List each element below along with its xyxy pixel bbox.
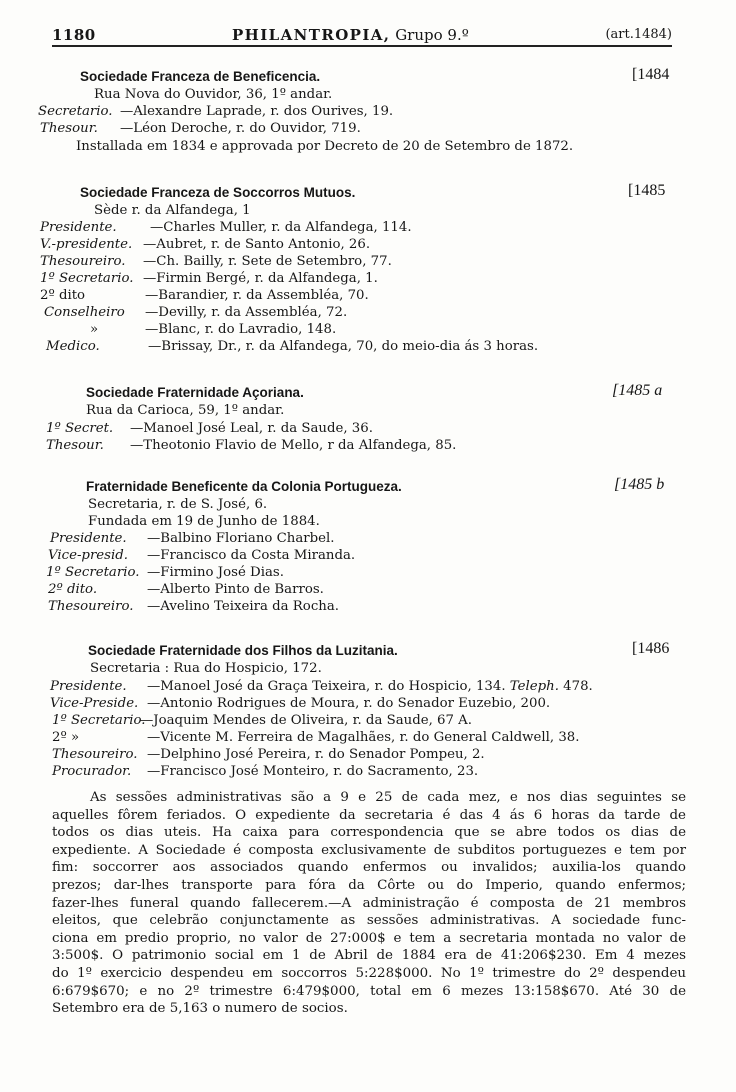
- member-entry: —Balbino Floriano Charbel.: [147, 531, 335, 546]
- member-role: Secretario.: [38, 104, 113, 119]
- paragraph-line: aquelles fôrem feriados. O expediente da secretaria é das 4 ás 6 horas da tarde de: [52, 807, 686, 823]
- section-title: Sociedade Franceza de Soccorros Mutuos.: [80, 185, 356, 200]
- page-number: 1180: [52, 26, 96, 44]
- section-ref: [1485: [628, 182, 666, 199]
- member-role: Conselheiro: [44, 305, 125, 320]
- paragraph-line: 3:500$. O patrimonio social em 1 de Abril de 1884 era de 41:206$230. Em 4 mezes: [52, 948, 686, 964]
- member-entry-text: —Manoel José da Graça Teixeira, r. do Hospicio, 134.: [147, 679, 506, 694]
- member-role: V.-presidente.: [40, 237, 133, 252]
- member-entry: —Devilly, r. da Assembléa, 72.: [145, 305, 348, 320]
- member-entry: —Delphino José Pereira, r. do Senador Pompeu, 2.: [147, 747, 485, 762]
- section-ref: [1485 b: [614, 476, 665, 493]
- member-entry: —Firmin Bergé, r. da Alfandega, 1.: [143, 271, 378, 286]
- paragraph-line: Setembro era de 5,163 o numero de socios.: [52, 1001, 348, 1017]
- description-paragraph: [52, 789, 686, 1018]
- member-entry: —Manoel José Leal, r. da Saude, 36.: [130, 421, 373, 436]
- member-entry: —Avelino Teixeira da Rocha.: [147, 599, 339, 614]
- paragraph-line: do 1º exercicio despendeu em soccorros 5:228$000. No 1º trimestre do 2º despendeu: [52, 965, 686, 981]
- member-role: 2º dito.: [48, 582, 98, 597]
- paragraph-line: expediente. A Sociedade é composta exclusivamente de subditos portuguezes e tem por: [52, 842, 686, 858]
- member-role: Vice-presid.: [48, 548, 128, 563]
- member-entry: —Theotonio Flavio de Mello, r da Alfandega, 85.: [130, 438, 457, 453]
- section-note: Installada em 1834 e approvada por Decreto de 20 de Setembro de 1872.: [76, 139, 574, 154]
- member-entry: —Vicente M. Ferreira de Magalhães, r. do General Caldwell, 38.: [147, 730, 580, 745]
- member-role: Procurador.: [52, 764, 132, 779]
- member-entry: —Barandier, r. da Assembléa, 70.: [145, 288, 369, 303]
- member-entry: —Firmino José Dias.: [147, 565, 284, 580]
- running-title-group: Grupo 9.º: [395, 26, 469, 44]
- section-ref: [1485 a: [612, 382, 663, 399]
- section-address: Sède r. da Alfandega, 1: [94, 203, 251, 218]
- member-role: Thesour.: [40, 121, 98, 136]
- paragraph-line: todos os dias uteis. Ha caixa para correspondencia que se abre todos os dias de: [52, 825, 686, 841]
- member-entry: —Charles Muller, r. da Alfandega, 114.: [150, 220, 412, 235]
- paragraph-line: fazer-lhes funeral quando fallecerem.—A administração é composta de 21 membros: [52, 895, 686, 911]
- member-role: 1º Secretario.: [52, 713, 146, 728]
- member-role: 1º Secret.: [46, 421, 114, 436]
- section-address: Rua da Carioca, 59, 1º andar.: [86, 403, 285, 418]
- header-rule: [52, 45, 672, 47]
- section-address: Secretaria, r. de S. José, 6.: [88, 497, 268, 512]
- member-entry: [147, 678, 593, 695]
- member-role: Thesoureiro.: [48, 599, 134, 614]
- member-entry: —Ch. Bailly, r. Sete de Setembro, 77.: [143, 254, 392, 269]
- member-role: »: [90, 322, 99, 337]
- member-role: 2º dito: [40, 288, 86, 303]
- member-role: Presidente.: [50, 679, 127, 694]
- member-role: Medico.: [46, 339, 100, 354]
- page-header: [52, 26, 672, 48]
- member-entry: —Francisco da Costa Miranda.: [147, 548, 356, 563]
- section-founded: Fundada em 19 de Junho de 1884.: [88, 514, 320, 529]
- member-entry: —Blanc, r. do Lavradio, 148.: [145, 322, 337, 337]
- section-address: Secretaria : Rua do Hospicio, 172.: [90, 661, 322, 676]
- member-entry: —Alberto Pinto de Barros.: [147, 582, 324, 597]
- telephone-number: 478.: [563, 679, 593, 694]
- section-address: Rua Nova do Ouvidor, 36, 1º andar.: [94, 87, 333, 102]
- paragraph-line: 6:679$670; e no 2º trimestre 6:479$000, total em 6 mezes 13:158$670. Até 30 de: [52, 983, 686, 999]
- paragraph-line: eleitos, que celebrão conjunctamente as sessões administrativas. A sociedade func-: [52, 913, 686, 929]
- member-role: 1º Secretario.: [40, 271, 134, 286]
- member-entry: —Francisco José Monteiro, r. do Sacramento, 23.: [147, 764, 479, 779]
- member-role: 2º »: [52, 730, 80, 745]
- member-role: 1º Secretario.: [46, 565, 140, 580]
- paragraph-line: fim: soccorrer aos associados quando enfermos ou invalidos; auxilia-los quando: [52, 860, 686, 876]
- member-entry: —Alexandre Laprade, r. dos Ourives, 19.: [120, 104, 394, 119]
- member-entry: —Brissay, Dr., r. da Alfandega, 70, do meio-dia ás 3 horas.: [148, 339, 539, 354]
- member-role: Thesoureiro.: [40, 254, 126, 269]
- member-entry: —Antonio Rodrigues de Moura, r. do Senador Euzebio, 200.: [147, 696, 551, 711]
- section-ref: [1484: [632, 66, 670, 83]
- section-title: Sociedade Franceza de Beneficencia.: [80, 69, 321, 84]
- paragraph-line: ciona em predio proprio, no valor de 27:000$ e tem a secretaria montada no valor de: [52, 930, 686, 946]
- member-role: Presidente.: [50, 531, 127, 546]
- paragraph-line: As sessões administrativas são a 9 e 25 de cada mez, e nos dias seguintes se: [90, 790, 686, 805]
- member-role: Thesoureiro.: [52, 747, 138, 762]
- section-title: Sociedade Fraternidade Açoriana.: [86, 385, 304, 400]
- member-entry: —Léon Deroche, r. do Ouvidor, 719.: [120, 121, 361, 136]
- member-role: Presidente.: [40, 220, 117, 235]
- member-entry: —Joaquim Mendes de Oliveira, r. da Saude, 67 A.: [140, 713, 473, 728]
- running-title: [232, 26, 469, 44]
- article-range: (art.1484): [605, 27, 672, 42]
- section-ref: [1486: [632, 640, 670, 657]
- member-role: Vice-Preside.: [50, 696, 139, 711]
- paragraph-line: prezos; dar-lhes transporte para fóra da Côrte ou do Imperio, quando enfermos;: [52, 877, 686, 893]
- running-title-main: PHILANTROPIA,: [232, 26, 391, 44]
- section-title: Sociedade Fraternidade dos Filhos da Luzitania.: [88, 643, 398, 658]
- telephone-label: Teleph.: [509, 679, 559, 694]
- member-role: Thesour.: [46, 438, 104, 453]
- member-entry: —Aubret, r. de Santo Antonio, 26.: [143, 237, 371, 252]
- section-title: Fraternidade Beneficente da Colonia Portugueza.: [86, 479, 402, 494]
